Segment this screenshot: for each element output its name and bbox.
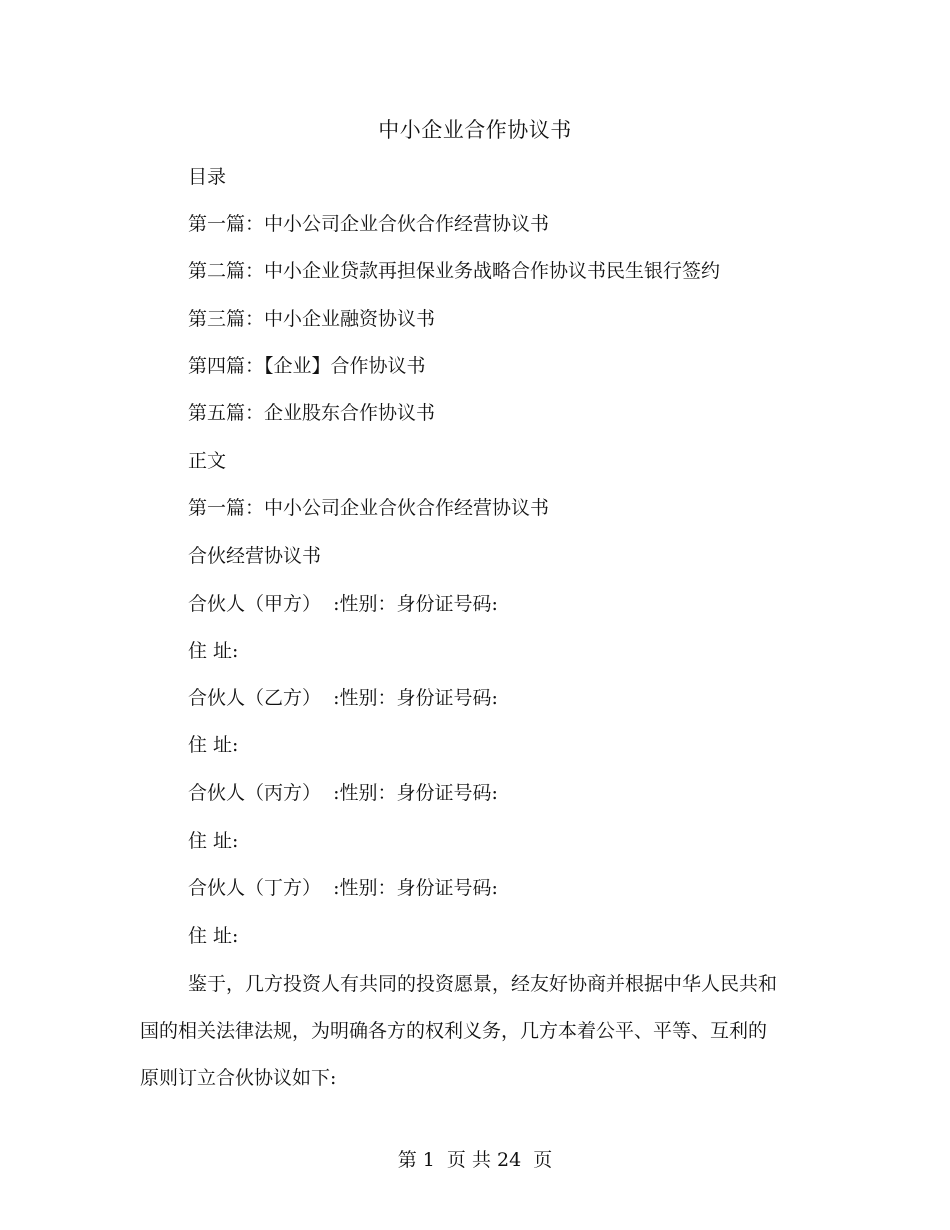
toc-item-2: 第二篇：中小企业贷款再担保业务战略合作协议书民生银行签约 <box>188 260 721 282</box>
partner-line: 合伙人（乙方） :性别：身份证号码: <box>188 687 498 709</box>
partner-address: 住 址: <box>188 925 239 947</box>
partner-line: 合伙人（丙方） :性别：身份证号码: <box>188 782 498 804</box>
toc-item-3: 第三篇：中小企业融资协议书 <box>188 308 436 330</box>
toc-item-1: 第一篇：中小公司企业合伙合作经营协议书 <box>188 213 550 235</box>
partner-address: 住 址: <box>188 640 239 662</box>
partner-line: 合伙人（甲方） :性别：身份证号码: <box>188 593 498 615</box>
body-heading: 正文 <box>188 450 227 472</box>
page-number: 第 1 页 共 24 页 <box>397 1149 553 1171</box>
toc-item-4: 第四篇：【企业】合作协议书 <box>188 355 426 377</box>
partner-line: 合伙人（丁方） :性别：身份证号码: <box>188 877 498 899</box>
document-title: 中小企业合作协议书 <box>378 118 572 142</box>
toc-item-5: 第五篇：企业股东合作协议书 <box>188 402 436 424</box>
partner-address: 住 址: <box>188 830 239 852</box>
toc-heading: 目录 <box>188 166 227 188</box>
partner-address: 住 址: <box>188 734 239 756</box>
preamble-paragraph: 鉴于，几方投资人有共同的投资愿景，经友好协商并根据中华人民共和国的相关法律法规，为明确各方的权利义务，几方本着公平、平等、互利的原则订立合伙协议如下: <box>140 973 778 1089</box>
section-title: 第一篇：中小公司企业合伙合作经营协议书 <box>188 497 550 519</box>
contract-title: 合伙经营协议书 <box>188 545 322 567</box>
